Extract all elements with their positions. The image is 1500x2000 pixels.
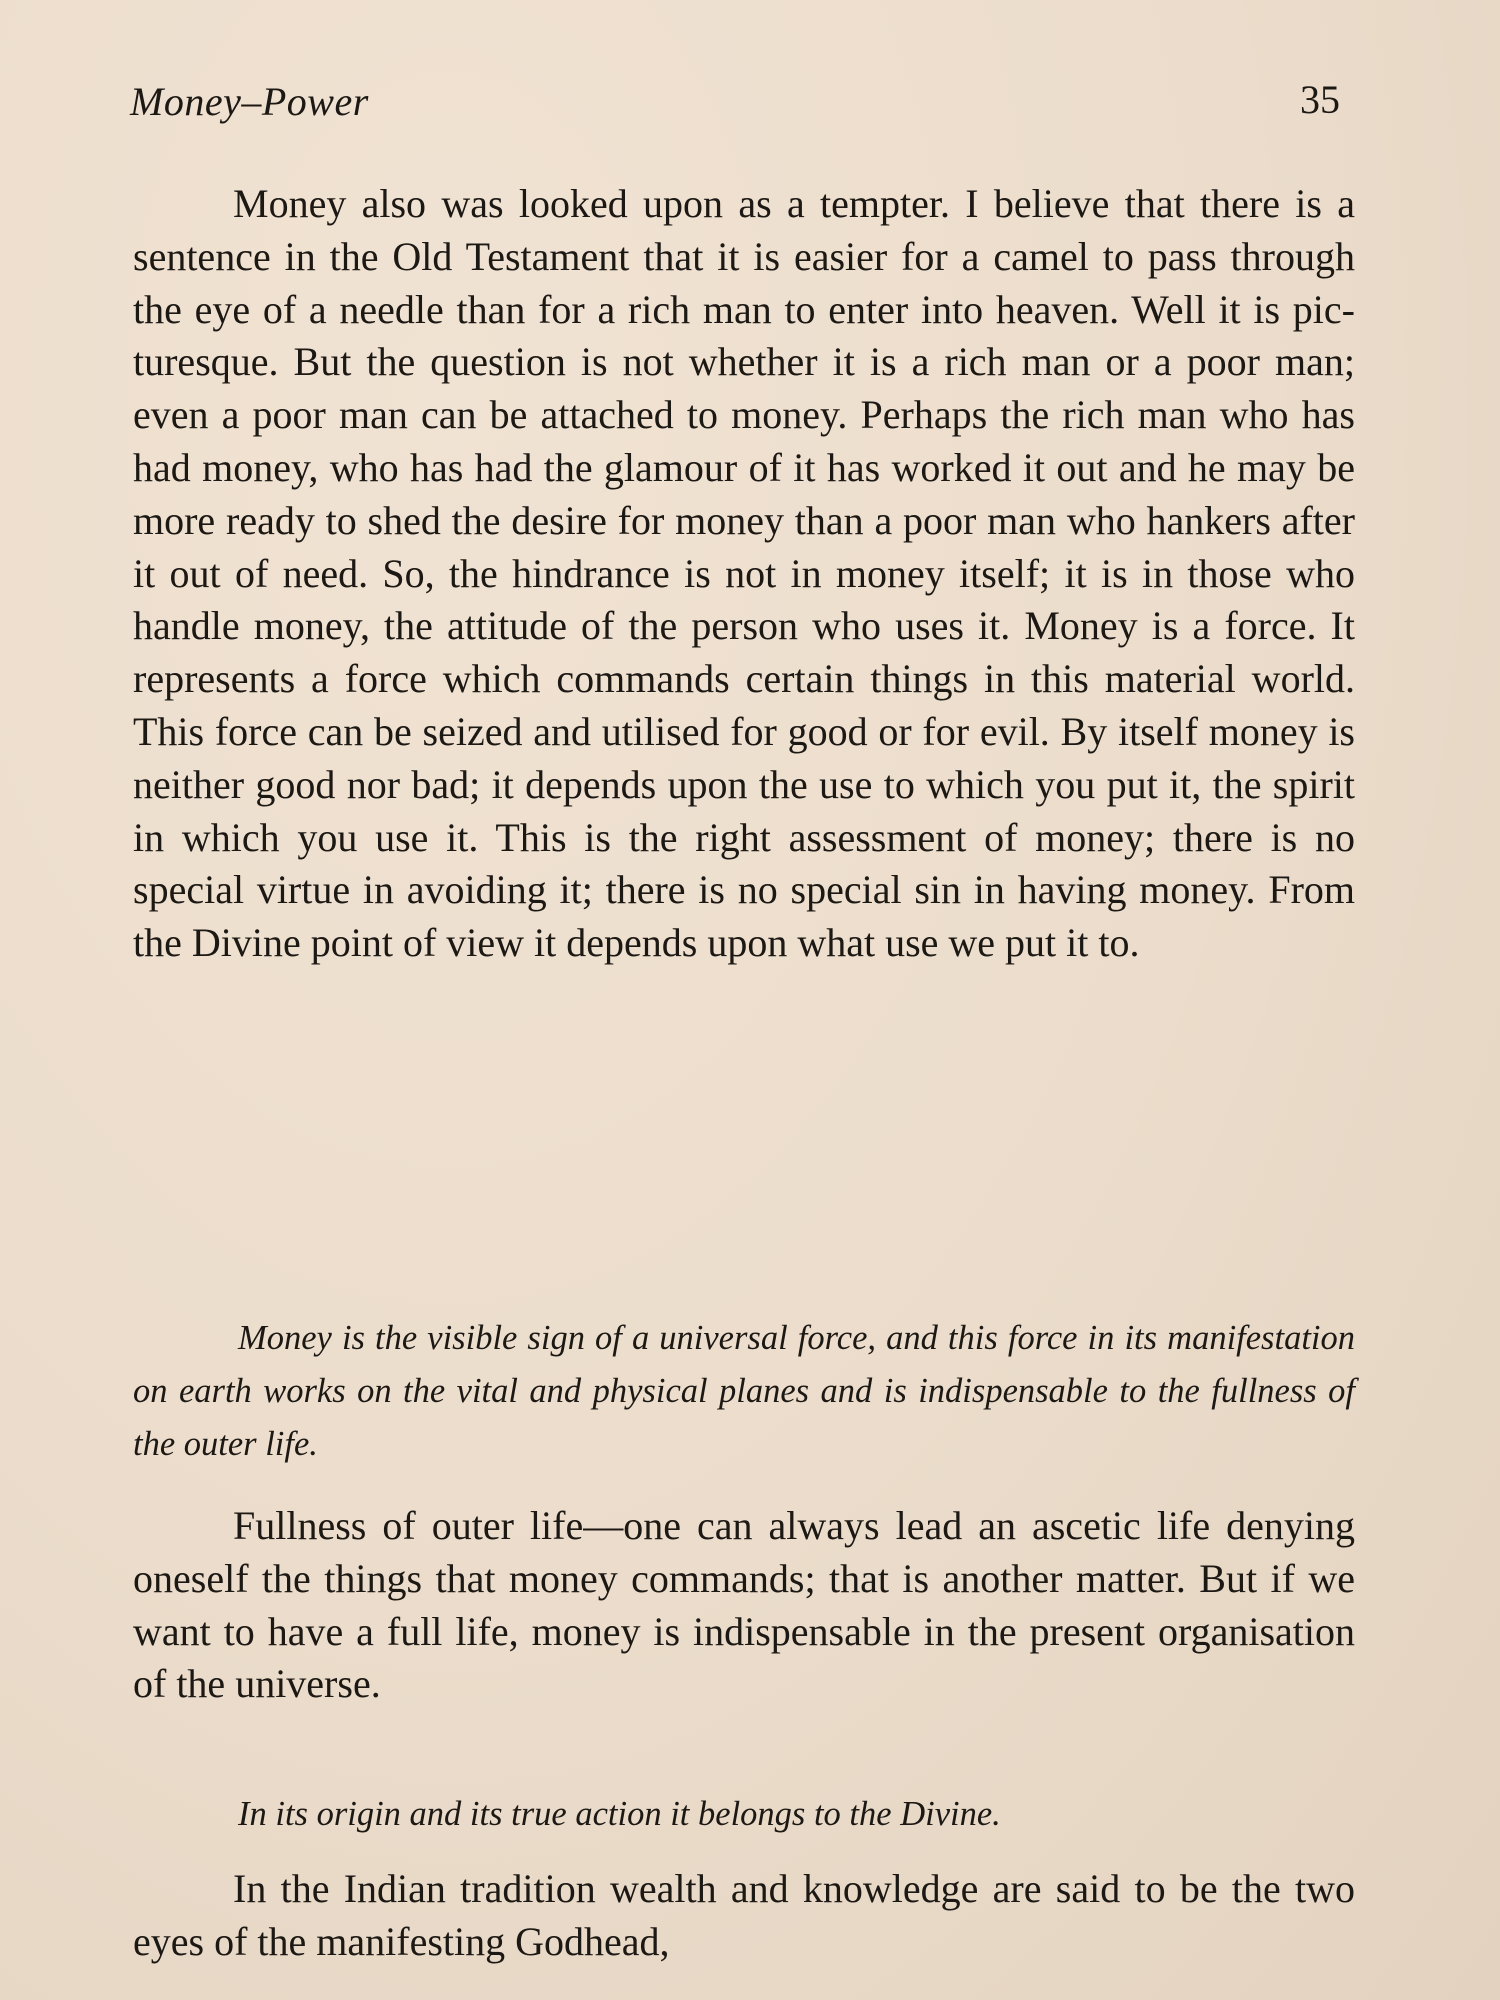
body-paragraph: In the Indian tradition wealth and knowledge are said to be the two eyes of the manifesting Godhead,	[133, 1866, 1355, 1964]
block-quote: Money is the visible sign of a universal force, and this force in its manifestation on earth works on the vital and physical planes and is indispensable to the fullness of the outer life.	[133, 1319, 1355, 1463]
body-paragraph: Money also was looked upon as a tempter. I believe that there is a sentence in the Old Testament that it is easier for a camel to pass through the eye of a needle than for a rich man to enter into heaven. Well it is picturesque. But the question is not whether it is a rich man or a poor man; even a poor man can be attached to money. Perhaps the rich man who has had money, who has had the glamour of it has worked it out and he may be more ready to shed the desire for money than a poor man who hankers after it out of need. So, the hindrance is not in money itself; it is in those who handle money, the attitude of the person who uses it. Money is a force. It represents a force which commands certain things in this material world. This force can be seized and utilised for good or for evil. By itself money is neither good nor bad; it depends upon the use to which you put it, the spirit in which you use it. This is the right assessment of money; there is no special virtue in avoiding it; there is no special sin in having money. From the Divine point of view it depends upon what use we put it to.	[133, 181, 1355, 966]
running-title: Money–Power	[130, 79, 369, 124]
body-paragraph: Fullness of outer life—one can always lead an ascetic life denying oneself the things that money commands; that is another matter. But if we want to have a full life, money is indispensable in the present organisation of the universe.	[133, 1503, 1355, 1707]
block-quote: In its origin and its true action it belongs to the Divine.	[238, 1795, 1001, 1833]
page-number: 35	[1300, 77, 1340, 122]
